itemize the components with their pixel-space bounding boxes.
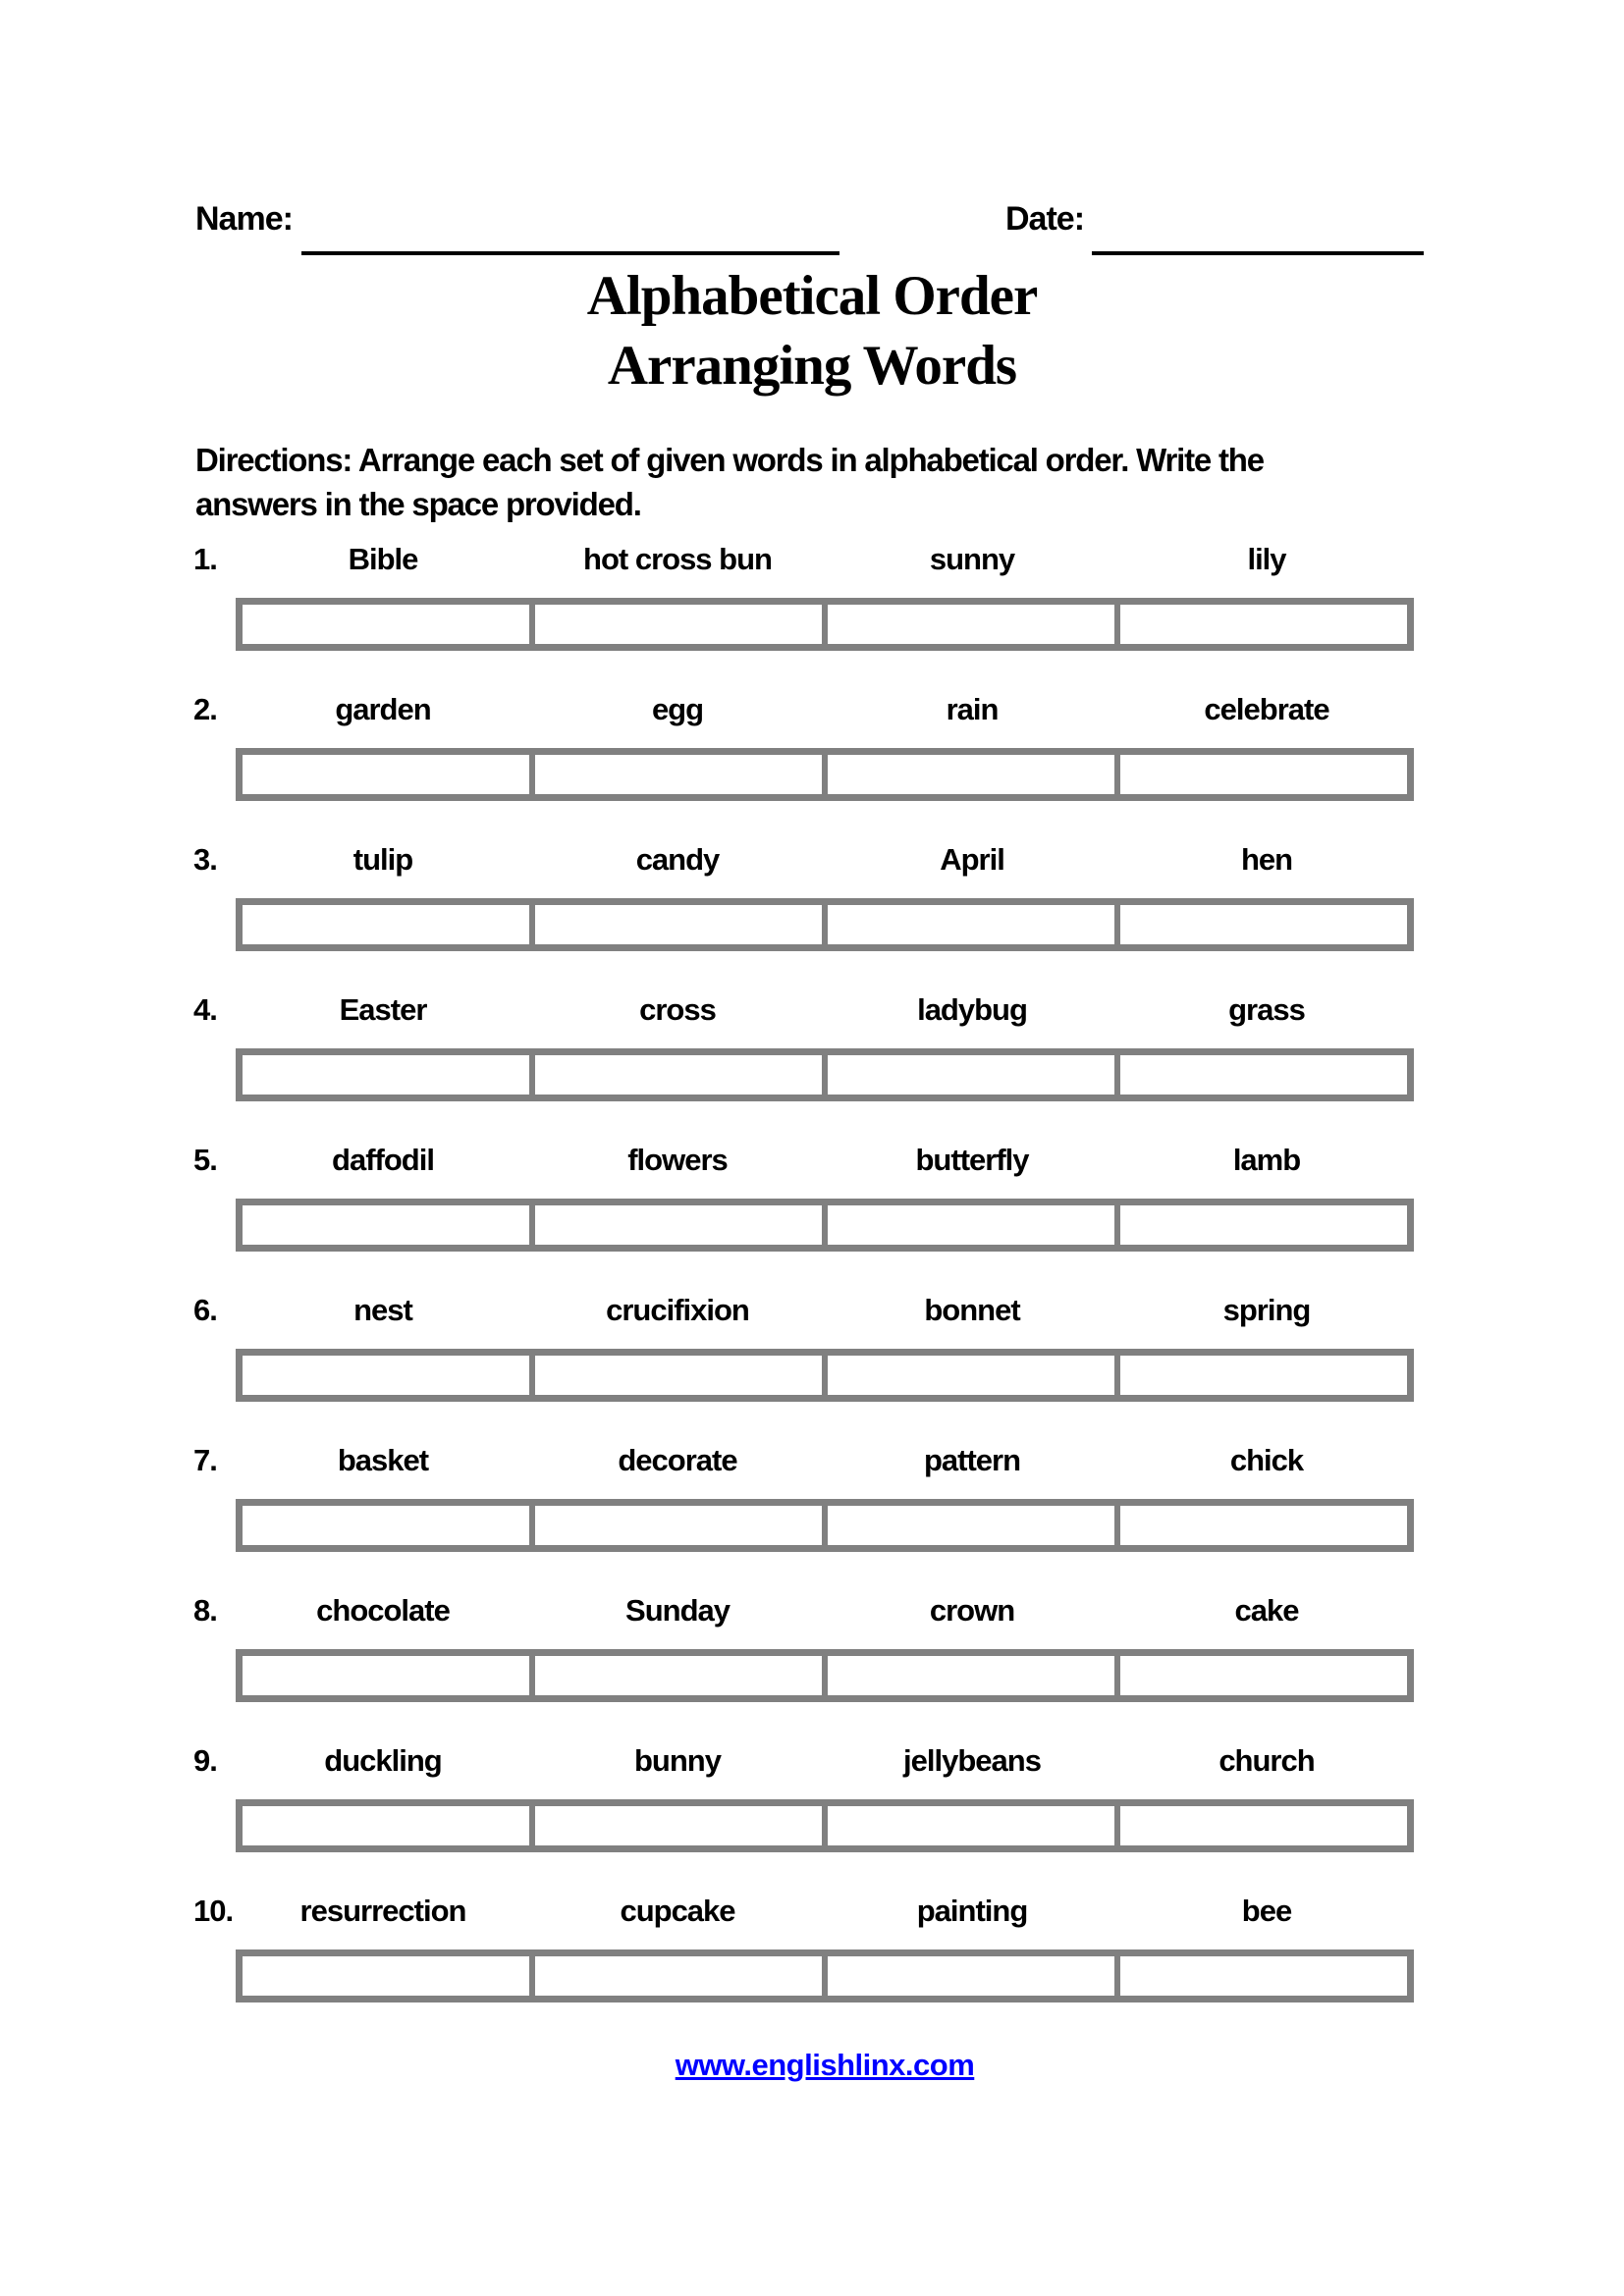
directions-line-2: answers in the space provided. <box>195 486 641 522</box>
exercise-row <box>0 1293 1624 1443</box>
answer-cell[interactable] <box>828 605 1120 644</box>
exercise-word: cross <box>639 992 716 1027</box>
answer-cell[interactable] <box>1120 1806 1407 1845</box>
exercise-word: ladybug <box>917 992 1027 1027</box>
exercise-word: daffodil <box>332 1143 434 1177</box>
answer-cell[interactable] <box>1120 1205 1407 1245</box>
answer-cell[interactable] <box>535 905 828 944</box>
answer-cell[interactable] <box>1120 1656 1407 1695</box>
answer-box <box>236 1349 1414 1402</box>
answer-cell[interactable] <box>828 755 1120 794</box>
exercise-number: 7. <box>193 1443 217 1477</box>
exercise-word: Bible <box>348 542 418 576</box>
exercise-list <box>0 542 1624 2044</box>
answer-cell[interactable] <box>828 1356 1120 1395</box>
answer-box <box>236 1048 1414 1101</box>
answer-cell[interactable] <box>535 1506 828 1545</box>
worksheet-title-block <box>0 261 1624 400</box>
worksheet-subtitle: Arranging Words <box>607 335 1017 397</box>
exercise-word: jellybeans <box>903 1743 1041 1778</box>
exercise-word: nest <box>353 1293 412 1327</box>
exercise-number: 1. <box>193 542 217 576</box>
exercise-row <box>0 692 1624 842</box>
exercise-word: celebrate <box>1204 692 1329 726</box>
exercise-word: bonnet <box>924 1293 1020 1327</box>
exercise-word: cupcake <box>620 1894 735 1928</box>
exercise-word: tulip <box>352 842 413 877</box>
exercise-word: lily <box>1247 542 1286 576</box>
exercise-word: rain <box>946 692 999 726</box>
date-label: Date: <box>1005 200 1085 238</box>
answer-cell[interactable] <box>535 605 828 644</box>
answer-cell[interactable] <box>535 755 828 794</box>
exercise-number: 3. <box>193 842 217 877</box>
answer-cell[interactable] <box>243 1506 535 1545</box>
directions <box>195 438 1264 526</box>
exercise-number: 6. <box>193 1293 217 1327</box>
exercise-word: spring <box>1222 1293 1311 1327</box>
exercise-word: bunny <box>634 1743 721 1778</box>
answer-cell[interactable] <box>828 1806 1120 1845</box>
answer-box <box>236 1949 1414 2002</box>
answer-cell[interactable] <box>535 1055 828 1095</box>
answer-cell[interactable] <box>243 1656 535 1695</box>
answer-cell[interactable] <box>535 1956 828 1996</box>
answer-cell[interactable] <box>535 1656 828 1695</box>
date-blank-line[interactable] <box>1092 206 1424 255</box>
exercise-word: flowers <box>627 1143 728 1177</box>
answer-cell[interactable] <box>1120 755 1407 794</box>
answer-cell[interactable] <box>828 1205 1120 1245</box>
answer-cell[interactable] <box>1120 1506 1407 1545</box>
exercise-number: 2. <box>193 692 217 726</box>
answer-cell[interactable] <box>1120 605 1407 644</box>
directions-line-1: Directions: Arrange each set of given words in alphabetical order. Write the <box>195 442 1264 478</box>
exercise-row <box>0 1143 1624 1293</box>
answer-cell[interactable] <box>243 1205 535 1245</box>
englishlinx-link[interactable]: www.englishlinx.com <box>675 2048 975 2082</box>
exercise-word: basket <box>337 1443 429 1477</box>
exercise-word: crown <box>929 1593 1015 1628</box>
exercise-word: garden <box>335 692 431 726</box>
exercise-row <box>0 1894 1624 2044</box>
exercise-word: hot cross bun <box>583 542 772 576</box>
answer-box <box>236 1799 1414 1852</box>
answer-cell[interactable] <box>1120 1055 1407 1095</box>
exercise-word: crucifixion <box>606 1293 749 1327</box>
answer-cell[interactable] <box>828 1506 1120 1545</box>
answer-box <box>236 1199 1414 1252</box>
answer-cell[interactable] <box>243 905 535 944</box>
name-label: Name: <box>195 200 293 238</box>
exercise-row <box>0 1743 1624 1894</box>
exercise-word: cake <box>1234 1593 1299 1628</box>
answer-cell[interactable] <box>1120 1956 1407 1996</box>
answer-box <box>236 898 1414 951</box>
answer-cell[interactable] <box>828 1055 1120 1095</box>
footer <box>236 2048 1414 2083</box>
worksheet-title: Alphabetical Order <box>586 265 1038 327</box>
exercise-word: Sunday <box>625 1593 730 1628</box>
exercise-word: April <box>940 842 1004 877</box>
answer-cell[interactable] <box>1120 905 1407 944</box>
answer-cell[interactable] <box>243 1356 535 1395</box>
exercise-word: candy <box>635 842 720 877</box>
answer-cell[interactable] <box>243 1806 535 1845</box>
exercise-word: sunny <box>929 542 1015 576</box>
answer-cell[interactable] <box>243 1055 535 1095</box>
exercise-word: grass <box>1228 992 1305 1027</box>
answer-cell[interactable] <box>243 755 535 794</box>
answer-box <box>236 748 1414 801</box>
exercise-row <box>0 992 1624 1143</box>
exercise-number: 5. <box>193 1143 217 1177</box>
exercise-word: painting <box>916 1894 1028 1928</box>
answer-box <box>236 1649 1414 1702</box>
exercise-word: decorate <box>618 1443 737 1477</box>
exercise-word: butterfly <box>915 1143 1029 1177</box>
answer-cell[interactable] <box>1120 1356 1407 1395</box>
answer-cell[interactable] <box>243 605 535 644</box>
exercise-number: 4. <box>193 992 217 1027</box>
answer-cell[interactable] <box>828 1956 1120 1996</box>
exercise-word: bee <box>1241 1894 1292 1928</box>
answer-box <box>236 1499 1414 1552</box>
exercise-word: resurrection <box>299 1894 466 1928</box>
exercise-word: pattern <box>923 1443 1021 1477</box>
answer-cell[interactable] <box>828 1656 1120 1695</box>
answer-cell[interactable] <box>243 1956 535 1996</box>
answer-cell[interactable] <box>535 1356 828 1395</box>
exercise-word: church <box>1218 1743 1315 1778</box>
exercise-word: Easter <box>339 992 427 1027</box>
exercise-word: chick <box>1229 1443 1304 1477</box>
exercise-row <box>0 842 1624 992</box>
answer-cell[interactable] <box>535 1806 828 1845</box>
exercise-word: duckling <box>324 1743 442 1778</box>
exercise-word: egg <box>651 692 704 726</box>
exercise-row <box>0 1443 1624 1593</box>
exercise-word: chocolate <box>316 1593 450 1628</box>
exercise-word: lamb <box>1232 1143 1301 1177</box>
answer-cell[interactable] <box>828 905 1120 944</box>
answer-cell[interactable] <box>535 1205 828 1245</box>
exercise-number: 10. <box>193 1894 234 1928</box>
name-blank-line[interactable] <box>301 206 839 255</box>
answer-box <box>236 598 1414 651</box>
exercise-number: 8. <box>193 1593 217 1628</box>
exercise-row <box>0 542 1624 692</box>
exercise-word: hen <box>1240 842 1293 877</box>
exercise-row <box>0 1593 1624 1743</box>
exercise-number: 9. <box>193 1743 217 1778</box>
